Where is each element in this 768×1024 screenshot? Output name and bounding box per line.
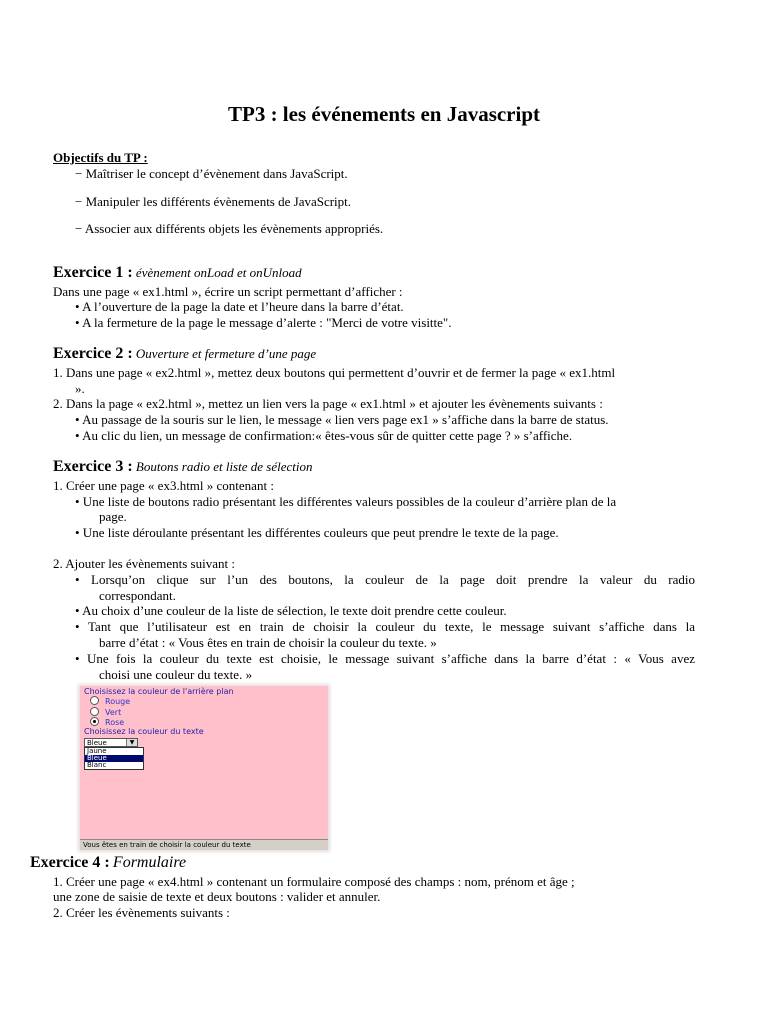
exercise-3-bullet: • Au choix d’une couleur de la liste de sélection, le texte doit prendre cette couleur.	[75, 603, 507, 618]
exercise-1-label: Exercice 1 :	[53, 264, 133, 281]
text-color-dropdown	[84, 747, 144, 770]
exercise-2-paragraph: 2. Dans la page « ex2.html », mettez un lien vers la page « ex1.html » et ajouter les évènements suivants :	[53, 396, 603, 411]
objective-item: − Manipuler les différents évènements de JavaScript.	[75, 194, 352, 209]
exercise-3-paragraph: 1. Créer une page « ex3.html » contenant :	[53, 478, 274, 493]
exercise-1-heading	[53, 265, 302, 281]
exercise-4-paragraph: 1. Créer une page « ex4.html » contenant un formulaire composé des champs : nom, prénom et âge ;	[53, 874, 575, 889]
browser-status-bar: Vous êtes en train de choisir la couleur du texte	[80, 839, 328, 850]
exercise-3-bullet: • Une liste de boutons radio présentant les différentes valeurs possibles de la couleur d’arrière plan de la	[75, 494, 617, 509]
radio-label: Vert	[105, 708, 122, 717]
exercise-3-paragraph: 2. Ajouter les évènements suivant :	[53, 556, 235, 571]
exercise-3-bullet: • Tant que l’utilisateur est en train de choisir la couleur du texte, le message suivant s’affiche dans la	[75, 619, 695, 634]
dropdown-option-bleue[interactable]: Bleue	[85, 755, 143, 762]
exercise-3-bullet: • Lorsqu’on clique sur l’un des boutons, la couleur de la page doit prendre la valeur du radio	[75, 572, 695, 587]
exercise-3-bullet-cont: correspondant.	[99, 588, 176, 603]
dropdown-option-blanc[interactable]: Blanc	[87, 761, 107, 769]
exercise-3-bullet: • Une liste déroulante présentant les différentes couleurs que peut prendre le texte de la page.	[75, 525, 559, 540]
background-color-label: Choisissez la couleur de l'arrière plan	[84, 687, 234, 696]
objective-item: − Associer aux différents objets les évènements appropriés.	[75, 221, 384, 236]
exercise-2-bullet: • Au passage de la souris sur le lien, le message « lien vers page ex1 » s’affiche dans la barre de status.	[75, 412, 609, 427]
radio-label: Rose	[105, 718, 125, 727]
dropdown-option-jaune[interactable]: Jaune	[87, 747, 107, 755]
objectives-heading: Objectifs du TP :	[53, 150, 148, 165]
page-title: TP3 : les événements en Javascript	[227, 102, 541, 126]
exercise-2-bullet: • Au clic du lien, un message de confirmation:« êtes-vous sûr de quitter cette page ? » s’affiche.	[75, 428, 573, 443]
exercise-3-subtitle: Boutons radio et liste de sélection	[135, 459, 313, 474]
exercise-1-subtitle: évènement onLoad et onUnload	[135, 265, 302, 280]
radio-icon[interactable]	[90, 696, 99, 705]
text-color-label: Choisissez la couleur du texte	[84, 727, 204, 736]
radio-label: Rouge	[105, 697, 131, 706]
exercise-2-heading	[53, 346, 316, 362]
exercise-4-paragraph: 2. Créer les évènements suivants :	[53, 905, 230, 920]
exercise-3-bullet-cont: barre d’état : « Vous êtes en train de choisir la couleur du texte. »	[99, 635, 437, 650]
select-value: Bleue	[87, 739, 107, 747]
chevron-down-icon[interactable]: ▼	[126, 739, 137, 746]
text-color-select[interactable]	[84, 738, 138, 747]
exercise-2-paragraph: 1. Dans une page « ex2.html », mettez deux boutons qui permettent d’ouvrir et de fermer la page « ex1.html	[53, 365, 616, 380]
radio-icon[interactable]	[90, 707, 99, 716]
exercise-2-paragraph-cont: ».	[75, 381, 85, 396]
exercise-3-bullet-cont: choisi une couleur du texte. »	[99, 667, 253, 682]
exercise-2-subtitle: Ouverture et fermeture d’une page	[135, 346, 317, 361]
exercise-3-bullet-cont: page.	[99, 509, 127, 524]
exercise-3-bullet: • Une fois la couleur du texte est choisie, le message suivant s’affiche dans la barre d’état : « Vous avez	[75, 651, 695, 666]
exercise-1-bullet: • A l’ouverture de la page la date et l’heure dans la barre d’état.	[75, 299, 404, 314]
example-screenshot	[80, 686, 328, 850]
radio-checked-icon[interactable]	[90, 717, 99, 726]
radio-option-rouge[interactable]	[90, 697, 130, 707]
exercise-1-bullet: • A la fermeture de la page le message d’alerte : "Merci de votre visitte".	[75, 315, 452, 330]
exercise-4-heading	[30, 855, 186, 871]
exercise-4-label: Exercice 4 :	[30, 854, 110, 871]
exercise-1-intro: Dans une page « ex1.html », écrire un script permettant d’afficher :	[53, 284, 403, 299]
objective-item: − Maîtriser le concept d’évènement dans JavaScript.	[75, 166, 348, 181]
exercise-3-heading	[53, 459, 312, 475]
exercise-4-subtitle: Formulaire	[112, 854, 187, 871]
exercise-3-label: Exercice 3 :	[53, 458, 133, 475]
exercise-2-label: Exercice 2 :	[53, 345, 133, 362]
exercise-4-paragraph-cont: une zone de saisie de texte et deux boutons : valider et annuler.	[53, 889, 381, 904]
